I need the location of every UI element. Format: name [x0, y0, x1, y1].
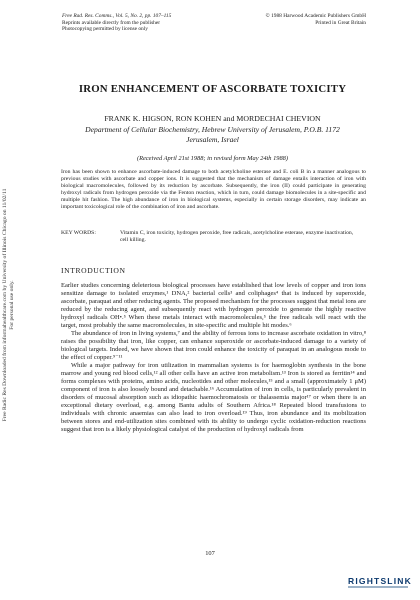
- affiliation-line-1: Department of Cellular Biochemistry, Hebrew University of Jerusalem, P.O.B. 1172: [85, 125, 340, 134]
- keywords-label: KEY WORDS:: [61, 230, 96, 236]
- article-title: IRON ENHANCEMENT OF ASCORBATE TOXICITY: [78, 83, 347, 95]
- affiliation: [40, 125, 385, 145]
- author-list: FRANK K. HIGSON, RON KOHEN and MORDECHAI CHEVION: [104, 114, 321, 123]
- side-note-line-2: For personal use only.: [9, 280, 15, 330]
- affiliation-line-2: Jerusalem, Israel: [186, 135, 239, 144]
- side-download-note: [2, 150, 24, 460]
- paragraph-3: While a major pathway for iron utilization in mammalian systems is for haemoglobin synthesis in the bone marrow and young red blood cells,¹² all other cells have an active iron metabolism.¹³ Iron is stored as ferritin¹⁴ and forms complexes with proteins, amino acids, nucleotides and other molecules,¹⁵ and a small (approximately 1 μM) component of iron is also loosely bound and detachable.¹⁶ Accumulation of iron in cells, is particularly prevalent in disorders of mucosal absorption such as idiopathic haemochromatosis or thalassemia major¹⁷ or when there is an exceptional dietary overload, e.g. among Bantu adults of Southern Africa.¹⁸ Repeated blood transfusions to individuals with chronic anaemias can also lead to iron overload.¹⁹ Thus, iron abundance and its mobilization between stores and end-utilization sites combined with its ability to undergo cyclic oxidation-reduction reactions suggest that iron is a likely physiological catalyst of the production of hydroxyl radicals from: [61, 362, 366, 433]
- journal-header-right: [236, 13, 366, 26]
- section-heading-introduction: INTRODUCTION: [61, 266, 126, 275]
- printed-note: Printed in Great Britain: [315, 19, 366, 26]
- side-note-line-1: Free Radic Res Downloaded from informahealthcare.com by University of Illinois Chicago on 11/02/11: [2, 188, 8, 422]
- photocopy-note: Photocopying permitted by license only: [62, 26, 148, 33]
- rightslink-logo-text: RIGHTSLINK: [348, 576, 412, 586]
- journal-citation: Free Rad. Res. Comms., Vol. 5, No. 2, pp. 107–115: [62, 13, 172, 19]
- page-number: 107: [205, 550, 215, 557]
- paragraph-1: Earlier studies concerning deleterious biological processes have established that low levels of copper and iron ions sensitize damage to isolated enzymes,¹ DNA,² bacterial cells³ and coliphages⁴ that is induced by superoxide, ascorbate, paraquat and other reducing agents. The proposed mechanism for the processes suggest that metal ions are reduced by the reducing agent, and subsequently react with hydrogen peroxide to generate the highly reactive hydroxyl radicals OH•.⁵ When these metals interact with macromolecules,⁵ the free radicals will react with the target, most probably the same macromolecules, in site-specific and multiple hit modes.⁶: [61, 282, 366, 329]
- rightslink-logo: [348, 576, 412, 590]
- reprints-note: Reprints available directly from the publisher: [62, 19, 161, 26]
- keywords-text: Vitamin C, iron toxicity, hydrogen peroxide, free radicals, acetylcholine esterase, enzyme inactivation, cell killing.: [120, 230, 354, 243]
- received-dates: (Received April 21st 1988; in revised form May 24th 1988): [136, 155, 289, 162]
- journal-header-left: [62, 13, 232, 33]
- introduction-body: [61, 282, 366, 434]
- rightslink-logo-bar: [348, 586, 408, 588]
- abstract: Iron has been shown to enhance ascorbate-induced damage to both acetylcholine esterase and E. coli B in a manner analogous to previous studies with ascorbate and copper ions. It is suggested that the mechanism of damage entails interaction of iron with biological macromolecules, followed by its reduction by ascorbate. Subsequently, the iron (II) could participate in generating hydroxyl radicals from hydrogen peroxide via the Fenton reaction, which in turn, could damage biomolecules in a site-specific and multiple hit fashion. The high abundance of iron in biological systems, especially in certain storage disorders, may indicate an important toxicological role of the combination of iron and ascorbate.: [61, 169, 366, 210]
- copyright-note: © 1988 Harwood Academic Publishers GmbH: [265, 13, 366, 19]
- paragraph-2: The abundance of iron in living systems,⁷ and the ability of ferrous ions to increase ascorbate oxidation in vitro,⁸ raises the possibility that iron, like copper, can enhance superoxide or ascorbate-induced damage to a variety of biological targets. Indeed, we have shown that iron could enhance the toxicity of paraquat in an analogous mode to the effect of copper.⁹⁻¹¹: [61, 330, 366, 361]
